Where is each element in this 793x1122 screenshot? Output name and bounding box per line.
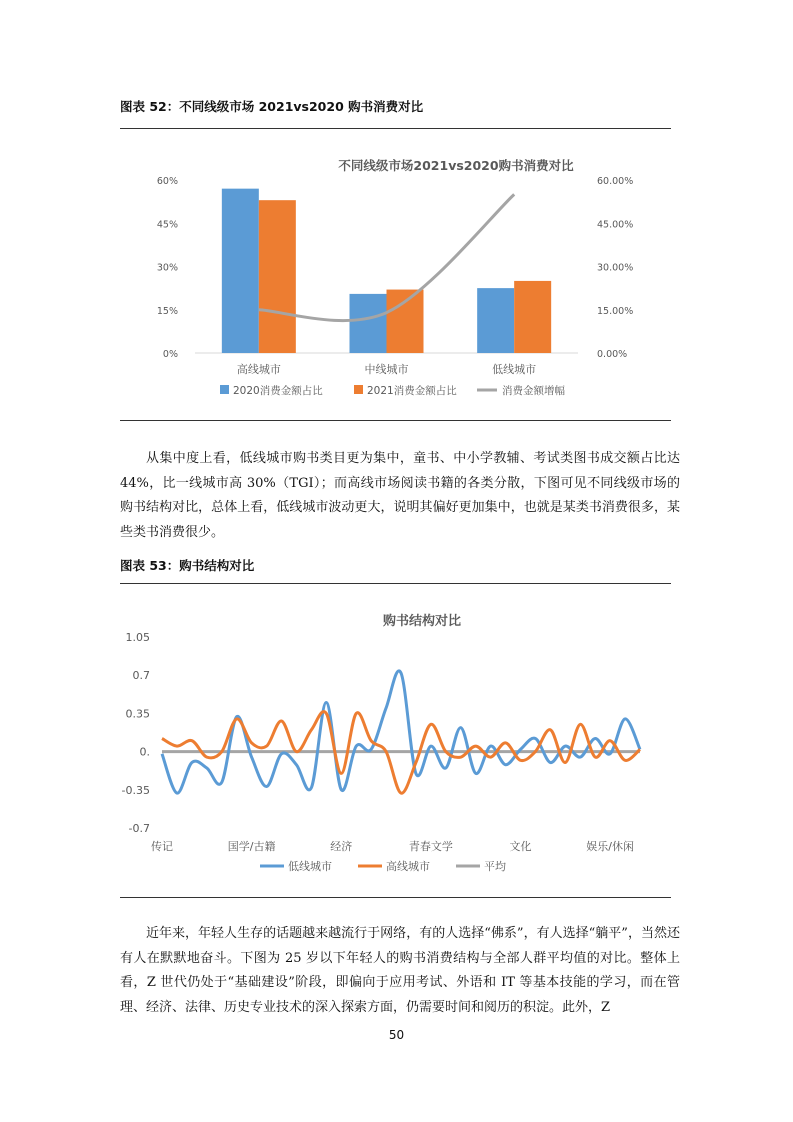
y-tick-label: 60% (156, 176, 178, 187)
bar (514, 281, 551, 353)
y2-tick-label: 30.00% (597, 262, 634, 274)
x-tick-label: 娱乐/休闲 (586, 840, 634, 853)
legend-label: 高线城市 (386, 860, 430, 873)
y2-tick-label: 15.00% (597, 305, 634, 317)
bar (387, 290, 424, 353)
y-tick-label: 30% (156, 262, 178, 274)
page-number: 50 (388, 1028, 405, 1042)
figure-53-top-rule (120, 583, 671, 584)
bar (350, 294, 387, 353)
chart-title: 不同线级市场2021vs2020购书消费对比 (338, 158, 574, 173)
legend-label: 2021消费金额占比 (367, 385, 457, 397)
y-tick-label: 15% (156, 305, 178, 317)
bar-chart-market-comparison (120, 140, 671, 410)
legend-swatch (354, 385, 363, 394)
y-tick-label: 0.7 (132, 669, 150, 683)
x-tick-label: 经济 (330, 840, 353, 853)
bar (477, 288, 514, 353)
figure-52-top-rule (120, 128, 671, 129)
y-tick-label: 0% (162, 349, 178, 360)
y-tick-label: 0. (139, 745, 150, 759)
y-tick-label: -0.7 (128, 822, 150, 835)
line-chart-book-structure (120, 595, 671, 890)
legend-label: 2020消费金额占比 (233, 385, 323, 397)
figure-52-caption: 图表 52：不同线级市场 2021vs2020 购书消费对比 (120, 99, 424, 114)
y-tick-label: 45% (156, 219, 178, 231)
legend-label: 消费金额增幅 (502, 385, 565, 397)
series-line (162, 671, 640, 793)
legend-swatch (220, 385, 229, 394)
y2-tick-label: 60.00% (597, 176, 634, 187)
body-paragraph-2: 近年来，年轻人生存的话题越来越流行于网络，有的人选择“佛系”，有人选择“躺平”，当然还有人在默默地奋斗。下图为 25 岁以下年轻人的购书消费结构与全部人群平均值的对比。整体上看，Z 世代仍处于“基础建设”阶段，即偏向于应用考试、外语和 IT 等基本技能的学习，而在管理、经济、法律、历史专业技术的深入探索方面，仍需要时间和阅历的积淀。此外，Z (120, 926, 680, 1015)
x-tick-label: 传记 (151, 840, 173, 853)
x-tick-label: 文化 (509, 840, 532, 853)
bar (222, 189, 259, 353)
y2-tick-label: 0.00% (597, 349, 628, 360)
y-tick-label: 1.05 (125, 631, 150, 644)
body-paragraph-1: 从集中度上看，低线城市购书类目更为集中，童书、中小学教辅、考试类图书成交额占比达 44%，比一线城市高 30%（TGI）；而高线市场阅读书籍的各类分散，下图可见不同线级市场的购书结构对比，总体上看，低线城市波动更大，说明其偏好更加集中，也就是某类书消费很多，某些类书消费很少。 (120, 451, 680, 540)
figure-53-bottom-rule (120, 897, 671, 898)
y-tick-label: 0.35 (125, 707, 150, 721)
x-tick-label: 低线城市 (492, 363, 537, 376)
legend-label: 低线城市 (288, 860, 332, 873)
figure-52-bottom-rule (120, 420, 671, 421)
chart-title: 购书结构对比 (382, 614, 462, 629)
x-tick-label: 高线城市 (236, 363, 281, 376)
y2-tick-label: 45.00% (597, 219, 634, 231)
x-tick-label: 中线城市 (364, 363, 409, 376)
figure-53-caption: 图表 53：购书结构对比 (120, 558, 255, 573)
bar (259, 200, 296, 353)
legend-label: 平均 (484, 860, 506, 873)
x-tick-label: 青春文学 (408, 840, 453, 853)
x-tick-label: 国学/古籍 (227, 840, 276, 853)
y-tick-label: -0.35 (121, 783, 150, 797)
